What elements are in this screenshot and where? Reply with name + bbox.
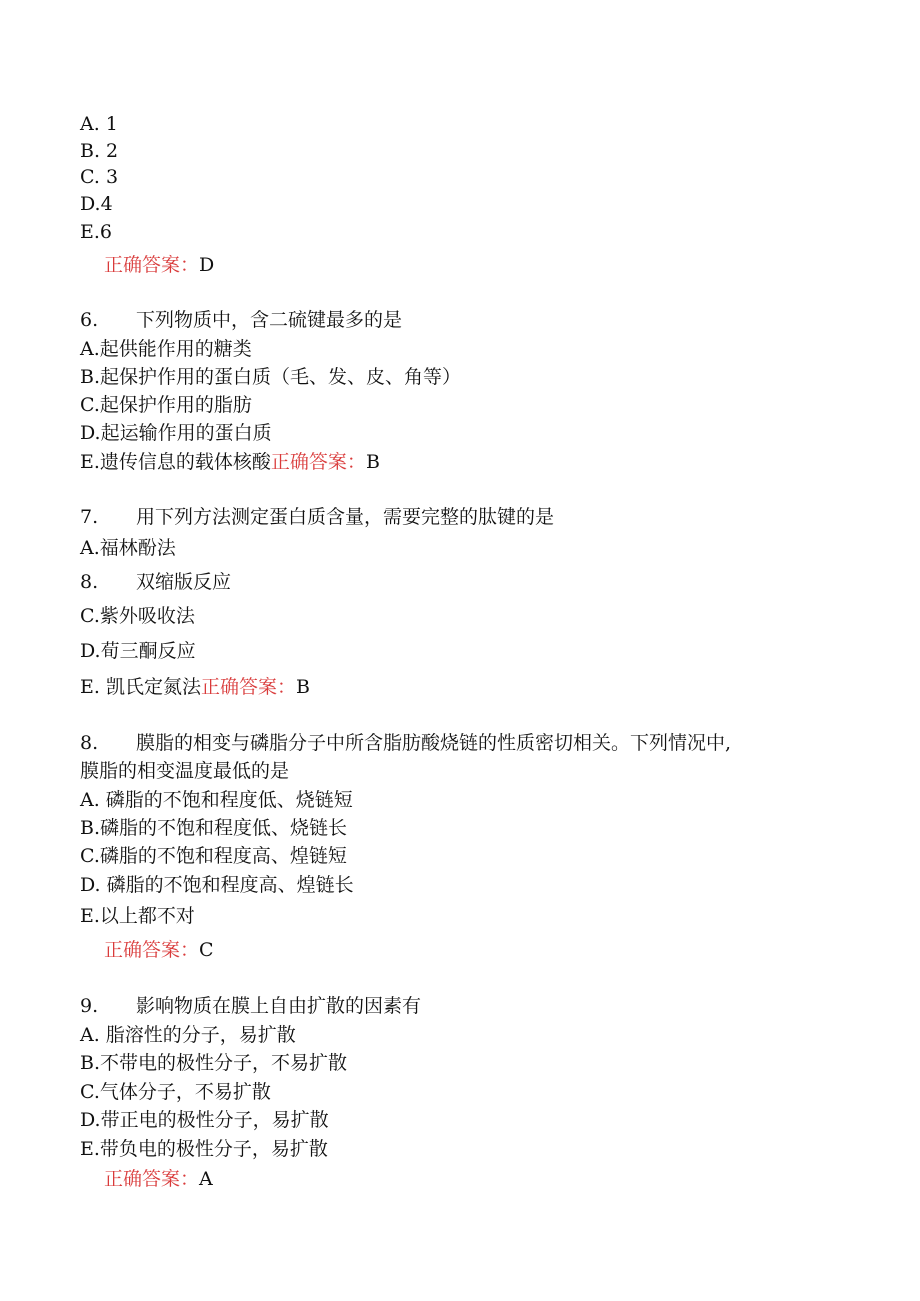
q7-option-d: D.荀三酮反应 (80, 640, 196, 662)
q5-option-b: B. 2 (80, 140, 119, 162)
q8-answer (104, 938, 214, 962)
q5-option-e: E.6 (80, 221, 112, 243)
q6-stem (80, 308, 402, 332)
answer-label: 正确答案： (270, 451, 366, 473)
q5-option-d: D.4 (80, 193, 113, 215)
q9-answer (104, 1167, 213, 1191)
question-text: 膜脂的相变与磷脂分子中所含脂肪酸烧链的性质密切相关。下列情况中, (136, 732, 732, 754)
q9-option-d: D.带正电的极性分子，易扩散 (80, 1109, 329, 1131)
q6-option-a: A.起供能作用的糖类 (80, 338, 252, 360)
q8-option-d: D. 磷脂的不饱和程度高、煌链长 (80, 874, 354, 896)
question-text: 影响物质在膜上自由扩散的因素有 (136, 995, 422, 1017)
option-text: E. 凯氏定氮法 (80, 676, 201, 698)
q9-stem (80, 994, 421, 1018)
answer-value: A (199, 1168, 213, 1190)
q8-option-b: B.磷脂的不饱和程度低、烧链长 (80, 817, 348, 839)
question-number: 7. (80, 506, 99, 528)
answer-label: 正确答案： (104, 939, 200, 961)
q7-stem (80, 505, 554, 529)
question-number: 9. (80, 995, 99, 1017)
question-text: 用下列方法测定蛋白质含量，需要完整的肽键的是 (136, 506, 555, 528)
q9-option-b: B.不带电的极性分子，不易扩散 (80, 1052, 348, 1074)
q5-answer (104, 253, 214, 277)
q8-stem-line1 (80, 731, 731, 755)
answer-value: C (199, 939, 214, 961)
q8-option-c: C.磷脂的不饱和程度高、煌链短 (80, 845, 347, 867)
answer-value: D (199, 254, 215, 276)
answer-value: B (295, 676, 310, 698)
answer-value: B (365, 451, 380, 473)
q7-option-c: C.紫外吸收法 (80, 605, 195, 627)
item-number: 8. (80, 571, 99, 593)
q9-option-c: C.气体分子，不易扩散 (80, 1081, 271, 1103)
answer-label: 正确答案： (104, 1168, 200, 1190)
q6-option-c: C.起保护作用的脂肪 (80, 394, 252, 416)
q9-option-e: E.带负电的极性分子，易扩散 (80, 1138, 328, 1160)
question-text: 下列物质中，含二硫键最多的是 (136, 309, 403, 331)
q8-stem-line2: 膜脂的相变温度最低的是 (80, 760, 290, 782)
answer-label: 正确答案： (104, 254, 200, 276)
option-text: E.遗传信息的载体核酸 (80, 451, 271, 473)
q5-option-a: A. 1 (80, 113, 118, 135)
q6-option-d: D.起运输作用的蛋白质 (80, 422, 272, 444)
q8-option-a: A. 磷脂的不饱和程度低、烧链短 (80, 789, 353, 811)
q7-option-b (80, 570, 231, 594)
answer-label: 正确答案： (200, 676, 296, 698)
question-number: 6. (80, 309, 99, 331)
q7-option-a: A.福林酚法 (80, 537, 176, 559)
q8-option-e: E.以上都不对 (80, 905, 195, 927)
q6-option-b: B.起保护作用的蛋白质（毛、发、皮、角等） (80, 366, 462, 388)
q9-option-a: A. 脂溶性的分子，易扩散 (80, 1024, 296, 1046)
q5-option-c: C. 3 (80, 166, 119, 188)
q6-option-e-with-answer (80, 450, 380, 474)
item-text: 双缩版反应 (136, 571, 232, 593)
question-number: 8. (80, 732, 99, 754)
q7-option-e-with-answer (80, 675, 310, 699)
